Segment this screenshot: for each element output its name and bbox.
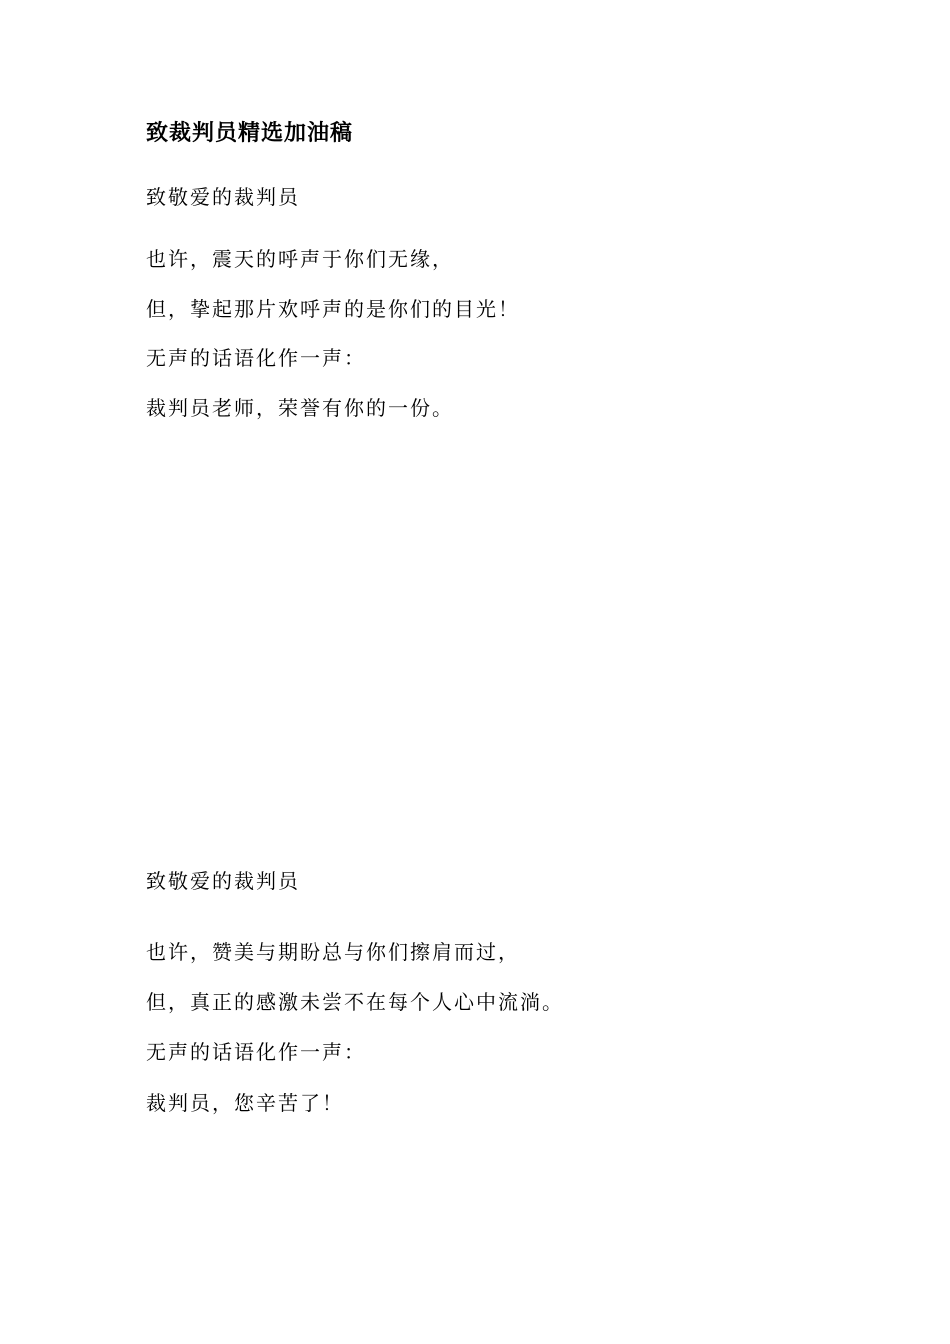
paragraph-line: 也许，震天的呼声于你们无缘， (146, 247, 454, 271)
section-heading: 致敬爱的裁判员 (146, 869, 300, 893)
paragraph-line: 但，挚起那片欢呼声的是你们的目光！ (146, 297, 520, 321)
paragraph-line: 无声的话语化作一声： (146, 346, 366, 370)
section-heading: 致敬爱的裁判员 (146, 185, 300, 209)
document-title: 致裁判员精选加油稿 (146, 120, 354, 146)
paragraph-line: 也许，赞美与期盼总与你们擦肩而过， (146, 940, 520, 964)
paragraph-line: 裁判员，您辛苦了！ (146, 1091, 344, 1115)
paragraph-line: 但，真正的感激未尝不在每个人心中流淌。 (146, 990, 564, 1014)
paragraph-line: 无声的话语化作一声： (146, 1040, 366, 1064)
paragraph-line: 裁判员老师，荣誉有你的一份。 (146, 396, 454, 420)
